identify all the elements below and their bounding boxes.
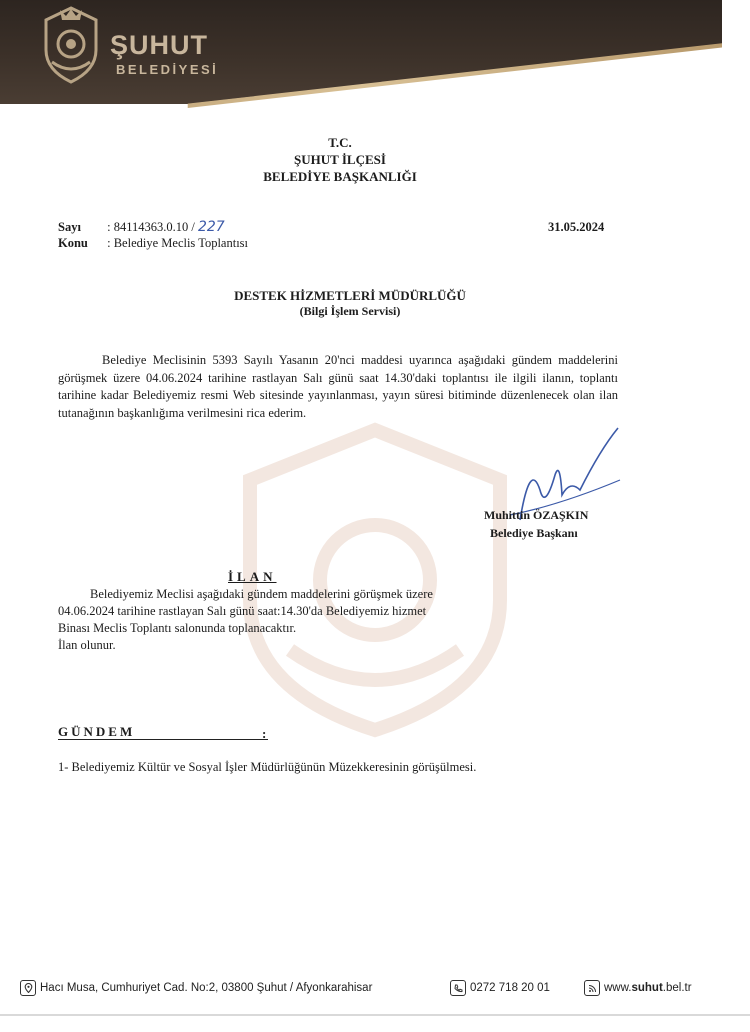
- sayi-label: Sayı: [58, 220, 81, 234]
- footer-rule: [0, 1014, 750, 1016]
- footer-web-prefix: www.: [604, 982, 632, 994]
- footer-address: [20, 980, 372, 996]
- ilan-title: İLAN: [228, 569, 277, 584]
- location-pin-icon: [20, 980, 36, 996]
- konu-row: [58, 236, 248, 251]
- gundem-underline: [58, 739, 268, 740]
- ilan-line-1: Belediyemiz Meclisi aşağıdaki gündem maddelerini görüşmek üzere: [90, 587, 433, 601]
- letterhead-band: [0, 0, 722, 104]
- signatory-title: Belediye Başkanı: [490, 526, 578, 540]
- footer: [20, 980, 710, 1000]
- addressee-service: (Bilgi İşlem Servisi): [299, 304, 401, 318]
- footer-web-domain: suhut: [631, 982, 663, 994]
- konu-label: Konu: [58, 236, 88, 250]
- gundem-colon: :: [262, 726, 267, 741]
- document-date: 31.05.2024: [548, 220, 605, 234]
- institution-line-2: ŞUHUT İLÇESİ: [294, 152, 386, 167]
- sayi-handwritten-number: 227: [197, 219, 225, 235]
- municipality-emblem-icon: [36, 4, 106, 86]
- footer-web-suffix: .bel.tr: [662, 982, 692, 994]
- footer-website[interactable]: [584, 980, 692, 996]
- institution-line-3: BELEDİYE BAŞKANLIĞI: [263, 169, 417, 184]
- footer-address-text: Hacı Musa, Cumhuriyet Cad. No:2, 03800 Şuhut / Afyonkarahisar: [40, 982, 373, 994]
- addressee-department: DESTEK HİZMETLERİ MÜDÜRLÜĞÜ: [234, 288, 466, 303]
- sayi-value: : 84114363.0.10 /: [107, 220, 195, 234]
- ilan-body: [58, 586, 578, 654]
- konu-value: : Belediye Meclis Toplantısı: [107, 236, 249, 250]
- logo-name: ŞUHUT: [110, 30, 208, 60]
- signatory-name: Muhittin ÖZAŞKIN: [484, 508, 589, 522]
- logo-subtitle: BELEDİYESİ: [116, 62, 219, 77]
- footer-phone-text: 0272 718 20 01: [470, 982, 550, 994]
- gundem-item-1: 1- Belediyemiz Kültür ve Sosyal İşler Müdürlüğünün Müzekkeresinin görüşülmesi.: [58, 760, 477, 774]
- ilan-line-2: 04.06.2024 tarihine rastlayan Salı günü saat:14.30'da Belediyemiz hizmet: [58, 604, 427, 618]
- body-paragraph: Belediye Meclisinin 5393 Sayılı Yasanın 20'nci maddesi uyarınca aşağıdaki gündem maddelerini görüşmek üzere 04.06.2024 tarihine rastlayan Salı günü saat 14.30'daki toplantısı ile ilgili ilanın, toplantı tarihine kadar Belediyemiz resmi Web sitesinde yayınlanması, yayın süresi bitiminde düzenlenecek olan ilan tutanağının başkanlığıma verilmesini rica ederim.: [58, 353, 618, 420]
- institution-line-1: T.C.: [328, 135, 352, 150]
- sayi-row: [58, 219, 225, 235]
- ilan-line-3: Binası Meclis Toplantı salonunda toplanacaktır.: [58, 621, 297, 635]
- gundem-title: GÜNDEM: [58, 724, 136, 739]
- phone-icon: [450, 980, 466, 996]
- ilan-line-4: İlan olunur.: [58, 638, 116, 652]
- rss-icon: [584, 980, 600, 996]
- footer-phone: [450, 980, 550, 996]
